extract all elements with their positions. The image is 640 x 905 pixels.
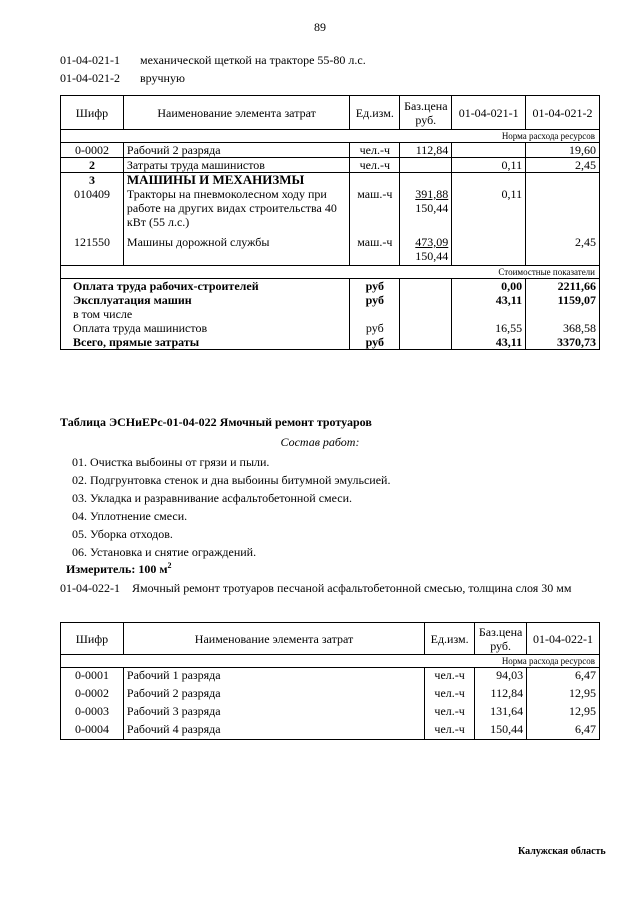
cost-value-1: 0,00 <box>452 278 526 293</box>
header-line-text: механической щеткой на тракторе 55-80 л.с. <box>140 53 366 67</box>
cell-code: 2 <box>61 158 124 173</box>
header-unit: Ед.изм. <box>425 623 475 655</box>
cell-name: Рабочий 2 разряда <box>123 143 349 158</box>
cost-unit: руб <box>350 321 400 335</box>
section-note: Норма расхода ресурсов <box>61 130 600 143</box>
table-row <box>61 686 600 704</box>
cell-unit: чел.-ч <box>425 686 475 704</box>
work-item: 01. Очистка выбоины от грязи и пыли. <box>72 455 270 469</box>
cost-name: Эксплуатация машин <box>61 293 350 307</box>
header-price: Баз.цена руб. <box>400 96 452 130</box>
header-line-text: вручную <box>140 71 185 85</box>
cell-name: Затраты труда машинистов <box>123 158 349 173</box>
cost-name: Оплата труда рабочих-строителей <box>61 278 350 293</box>
section-note: Стоимостные показатели <box>61 265 600 278</box>
cost-value-2: 368,58 <box>526 321 600 335</box>
table-row <box>61 668 600 686</box>
cell-price <box>400 158 452 173</box>
cell-name: Тракторы на пневмоколесном ходу при работе на других видах строительства 40 кВт (55 л.с.) <box>123 187 349 235</box>
cost-value-1 <box>452 307 526 321</box>
cost-value-2: 1159,07 <box>526 293 600 307</box>
header-line <box>60 71 185 86</box>
cell-code: 3 <box>61 173 124 188</box>
header-line-code: 01-04-021-1 <box>60 53 120 67</box>
cell-value: 12,95 <box>527 686 600 704</box>
cell-unit: чел.-ч <box>425 704 475 722</box>
header-code: Шифр <box>61 96 124 130</box>
cost-unit: руб <box>350 335 400 350</box>
cell-value: 6,47 <box>527 722 600 740</box>
cell-value-1: 0,11 <box>452 158 526 173</box>
cost-row <box>61 307 600 321</box>
cell-value-1 <box>452 235 526 265</box>
cell-value: 6,47 <box>527 668 600 686</box>
resources-table-1 <box>60 95 600 350</box>
cost-row <box>61 335 600 350</box>
table-row <box>61 722 600 740</box>
cell-value-2: 19,60 <box>526 143 600 158</box>
measure-sup: 2 <box>167 561 172 570</box>
works-heading: Состав работ: <box>280 435 360 449</box>
cell-name: Рабочий 4 разряда <box>123 722 424 740</box>
cell-code: 010409 <box>61 187 124 235</box>
header-code: Шифр <box>61 623 124 655</box>
work-item: 06. Установка и снятие ограждений. <box>72 545 257 559</box>
cost-value-1: 16,55 <box>452 321 526 335</box>
header-name: Наименование элемента затрат <box>123 623 424 655</box>
header-price: Баз.цена руб. <box>475 623 527 655</box>
table-row <box>61 173 600 188</box>
cost-row <box>61 278 600 293</box>
cost-name: в том числе <box>61 307 350 321</box>
cell-value-2: 2,45 <box>526 235 600 265</box>
cell-price <box>400 235 452 265</box>
cell-code: 0-0004 <box>61 722 124 740</box>
cell-price: 150,44 <box>475 722 527 740</box>
cell-price: 112,84 <box>475 686 527 704</box>
cell-value-2 <box>526 187 600 235</box>
price-wage: 150,44 <box>415 249 449 263</box>
cost-unit: руб <box>350 278 400 293</box>
work-item: 05. Уборка отходов. <box>72 527 173 541</box>
price-wage: 150,44 <box>415 201 449 215</box>
cell-name: Машины дорожной службы <box>123 235 349 265</box>
cost-row <box>61 293 600 307</box>
header-col-2: 01-04-021-2 <box>526 96 600 130</box>
item-description <box>60 581 600 596</box>
cell-unit: маш.-ч <box>350 235 400 265</box>
header-line-code: 01-04-021-2 <box>60 71 120 85</box>
work-item: 02. Подгрунтовка стенок и дна выбоины битумной эмульсией. <box>72 473 391 487</box>
measure-unit <box>66 561 172 577</box>
cell-name: Рабочий 2 разряда <box>123 686 424 704</box>
cost-value-1: 43,11 <box>452 293 526 307</box>
section-note: Норма расхода ресурсов <box>61 655 600 668</box>
item-code: 01-04-022-1 <box>60 581 120 595</box>
cost-value-1: 43,11 <box>452 335 526 350</box>
header-col-1: 01-04-022-1 <box>527 623 600 655</box>
table-row <box>61 235 600 265</box>
page-number: 89 <box>314 20 326 34</box>
header-name: Наименование элемента затрат <box>123 96 349 130</box>
cost-unit: руб <box>350 293 400 307</box>
cell-unit: чел.-ч <box>350 143 400 158</box>
header-col-1: 01-04-021-1 <box>452 96 526 130</box>
cell-unit: чел.-ч <box>350 158 400 173</box>
cost-value-2: 2211,66 <box>526 278 600 293</box>
table-row <box>61 704 600 722</box>
cell-name: Рабочий 1 разряда <box>123 668 424 686</box>
cell-value-1 <box>452 143 526 158</box>
footer-region: Калужская область <box>518 846 606 857</box>
header-unit: Ед.изм. <box>350 96 400 130</box>
cell-code: 0-0002 <box>61 143 124 158</box>
cost-row <box>61 321 600 335</box>
table-row <box>61 143 600 158</box>
cell-price: 94,03 <box>475 668 527 686</box>
cell-value-2: 2,45 <box>526 158 600 173</box>
cost-unit <box>350 307 400 321</box>
resources-table-2 <box>60 622 600 740</box>
cell-price <box>400 173 452 188</box>
cell-code: 0-0003 <box>61 704 124 722</box>
cost-value-2: 3370,73 <box>526 335 600 350</box>
cell-value-1 <box>452 173 526 188</box>
cell-price: 112,84 <box>400 143 452 158</box>
cell-value-1: 0,11 <box>452 187 526 235</box>
cell-code: 0-0002 <box>61 686 124 704</box>
cell-name: МАШИНЫ И МЕХАНИЗМЫ <box>123 173 349 188</box>
cell-value-2 <box>526 173 600 188</box>
cell-code: 121550 <box>61 235 124 265</box>
header-line <box>60 53 366 68</box>
cell-price <box>400 187 452 235</box>
cell-unit: чел.-ч <box>425 668 475 686</box>
section-title: Таблица ЭСНиЕРс-01-04-022 Ямочный ремонт тротуаров <box>60 415 372 429</box>
cost-value-2 <box>526 307 600 321</box>
cost-name: Оплата труда машинистов <box>61 321 350 335</box>
table-row <box>61 187 600 235</box>
cell-unit <box>350 173 400 188</box>
work-item: 04. Уплотнение смеси. <box>72 509 188 523</box>
price-base: 473,09 <box>415 235 449 249</box>
measure-label: Измеритель: 100 м <box>66 562 168 576</box>
cell-code: 0-0001 <box>61 668 124 686</box>
cell-unit: маш.-ч <box>350 187 400 235</box>
cell-price: 131,64 <box>475 704 527 722</box>
price-base: 391,88 <box>415 187 449 201</box>
cost-name: Всего, прямые затраты <box>61 335 350 350</box>
cell-value: 12,95 <box>527 704 600 722</box>
cell-name: Рабочий 3 разряда <box>123 704 424 722</box>
cell-unit: чел.-ч <box>425 722 475 740</box>
work-item: 03. Укладка и разравнивание асфальтобетонной смеси. <box>72 491 353 505</box>
table-row <box>61 158 600 173</box>
item-text: Ямочный ремонт тротуаров песчаной асфальтобетонной смесью, толщина слоя 30 мм <box>132 581 572 595</box>
